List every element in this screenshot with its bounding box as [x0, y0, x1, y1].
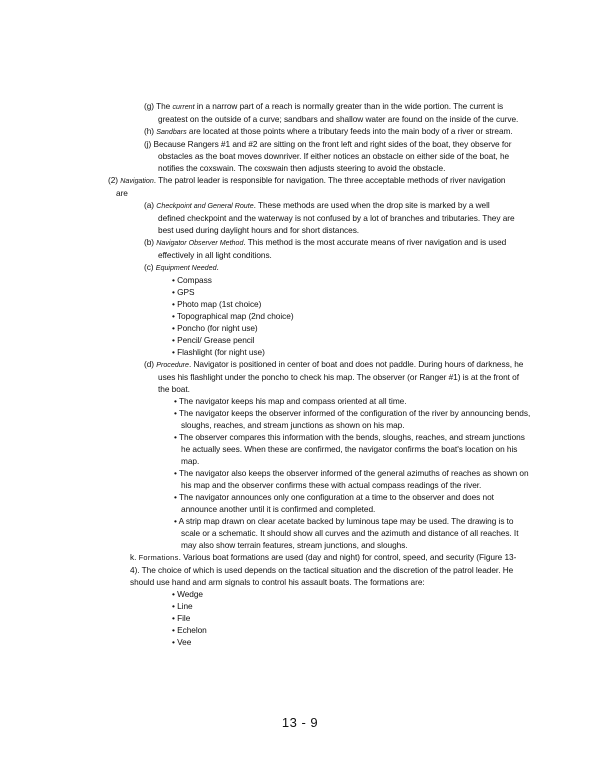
list-item-text: scale or a schematic. It should show all curves and the azimuth and distance of all reaches. It	[181, 528, 519, 538]
item-text: effectively in all light conditions.	[158, 250, 272, 260]
item-j	[144, 138, 548, 174]
item-marker: (2)	[108, 175, 121, 185]
item-marker: (h)	[144, 126, 157, 136]
item-h	[144, 125, 548, 138]
list-item: • Compass	[172, 275, 212, 285]
list-item-text: • The navigator also keeps the observer informed of the general azimuths of reaches as shown on	[174, 468, 529, 478]
item-g	[144, 100, 548, 125]
item-k	[130, 551, 548, 588]
list-item	[174, 515, 548, 551]
equipment-list	[172, 274, 600, 358]
list-item-text: map.	[181, 456, 200, 466]
list-item-text: he actually sees. When these are confirmed, the navigator confirms the boat's location on his	[181, 444, 518, 454]
term-equipment: Equipment Needed	[155, 264, 217, 272]
list-item	[174, 395, 548, 407]
item-text: . These methods are used when the drop site is marked by a well	[253, 200, 490, 210]
page-number: 13 - 9	[281, 715, 319, 730]
term-checkpoint: Checkpoint and General Route	[156, 202, 254, 210]
item-text: .	[216, 262, 219, 272]
list-item: • Flashlight (for night use)	[172, 347, 265, 357]
item-text: the boat.	[158, 384, 190, 394]
term-procedure: Procedure	[156, 361, 189, 369]
item-a	[144, 199, 548, 236]
term-formations: Formations	[138, 553, 179, 562]
list-item-text: • The observer compares this information with the bends, sloughs, reaches, and stream junctions	[174, 432, 525, 442]
term-current: current	[172, 103, 195, 111]
list-item: • Pencil/ Grease pencil	[172, 335, 255, 345]
item-text: are located at those points where a tributary feeds into the main body of a river or stream.	[186, 126, 513, 136]
item-marker: (g) The	[144, 101, 173, 111]
item-text: are	[116, 188, 128, 198]
list-item: • Poncho (for night use)	[172, 323, 258, 333]
list-item: • GPS	[172, 287, 195, 297]
item-marker: (d)	[144, 359, 157, 369]
list-item: • Vee	[172, 637, 192, 647]
list-item-text: • The navigator keeps his map and compass oriented at all time.	[174, 396, 407, 406]
term-navigation: Navigation	[120, 177, 154, 185]
item-c	[144, 261, 548, 274]
item-text: defined checkpoint and the waterway is not confused by a lot of branches and tributaries. They are	[158, 213, 515, 223]
item-text: . Various boat formations are used (day and night) for control, speed, and security (Figure 13-	[178, 552, 517, 562]
item-text: in a narrow part of a reach is normally greater than in the wide portion. The current is	[194, 101, 504, 111]
list-item: • Echelon	[172, 625, 207, 635]
item-d	[144, 358, 548, 395]
list-item: • Topographical map (2nd choice)	[172, 311, 294, 321]
item-marker: k.	[130, 552, 139, 562]
item-text: greatest on the outside of a curve; sandbars and shallow water are found on the inside of the curve.	[158, 114, 519, 124]
item-text: . This method is the most accurate means of river navigation and is used	[243, 237, 507, 247]
item-marker: (c)	[144, 262, 156, 272]
list-item: • File	[172, 613, 191, 623]
item-text: 4). The choice of which is used depends on the tactical situation and the discretion of the patrol leader. He	[130, 565, 514, 575]
list-item-text: • A strip map drawn on clear acetate backed by luminous tape may be used. The drawing is to	[174, 516, 514, 526]
item-b	[144, 236, 548, 261]
item-text: uses his flashlight under the poncho to check his map. The observer (or Ranger #1) is at the front of	[158, 372, 519, 382]
item-text: (j) Because Rangers #1 and #2 are sitting on the front left and right sides of the boat, they observe for	[144, 139, 512, 149]
list-item-text: • The navigator keeps the observer informed of the configuration of the river by announcing bends,	[174, 408, 531, 418]
item-text: should use hand and arm signals to control his assault boats. The formations are:	[130, 577, 425, 587]
list-item-text: his map and the observer confirms these with actual compass readings of the river.	[181, 480, 482, 490]
item-text: . Navigator is positioned in center of boat and does not paddle. During hours of darkness, he	[188, 359, 524, 369]
list-item	[174, 431, 548, 467]
formations-list	[172, 588, 600, 648]
list-item-text: announce another until it is confirmed and completed.	[181, 504, 376, 514]
item-text: . The patrol leader is responsible for navigation. The three acceptable methods of river navigation	[153, 175, 506, 185]
list-item-text: may also show terrain features, stream junctions, and sloughs.	[181, 540, 408, 550]
item-text: obstacles as the boat moves downriver. If either notices an obstacle on either side of the boat, he	[158, 151, 510, 161]
list-item: • Photo map (1st choice)	[172, 299, 262, 309]
list-item	[174, 491, 548, 515]
item-marker: (a)	[144, 200, 157, 210]
item-marker: (b)	[144, 237, 157, 247]
term-navigator-observer: Navigator Observer Method	[156, 239, 244, 247]
list-item-text: sloughs, reaches, and stream junctions as shown on his map.	[181, 420, 405, 430]
list-item	[174, 467, 548, 491]
term-sandbars: Sandbars	[156, 128, 187, 136]
document-body	[0, 100, 600, 648]
item-navigation	[108, 174, 548, 199]
list-item-text: • The navigator announces only one configuration at a time to the observer and does not	[174, 492, 494, 502]
list-item: • Line	[172, 601, 193, 611]
procedure-list	[174, 395, 548, 551]
item-text: notifies the coxswain. The coxswain then adjusts steering to avoid the obstacle.	[158, 163, 446, 173]
item-text: best used during daylight hours and for short distances.	[158, 225, 360, 235]
list-item: • Wedge	[172, 589, 203, 599]
list-item	[174, 407, 548, 431]
